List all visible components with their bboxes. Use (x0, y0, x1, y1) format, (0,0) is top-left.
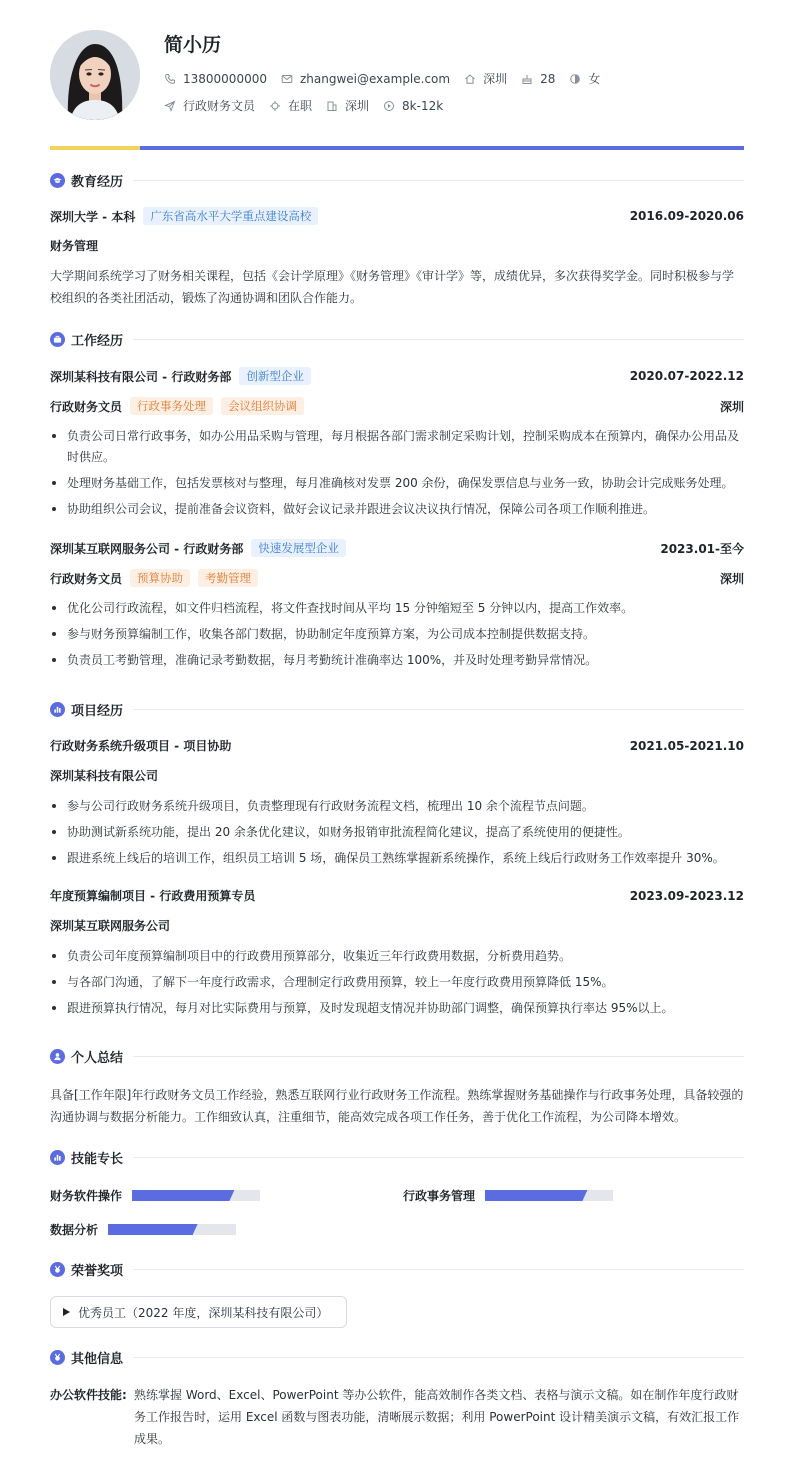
work-company: 深圳某科技有限公司 - 行政财务部 (50, 369, 232, 384)
section-other (50, 1347, 744, 1367)
salary-value: 8k-12k (402, 98, 444, 113)
work-1-role-row (50, 397, 744, 415)
section-rule (133, 339, 744, 340)
work-role: 行政财务文员 (50, 399, 123, 414)
skill-item (50, 1221, 236, 1238)
job-target-info (164, 97, 255, 114)
education-major: 财务管理 (50, 239, 99, 253)
work-skill-tag: 预算协助 (130, 569, 190, 587)
section-title-skills: 技能专长 (71, 1151, 124, 1167)
list-item: 负责员工考勤管理，准确记录考勤数据，每月考勤统计准确率达 100%，并及时处理考勤异常情况。 (50, 650, 744, 671)
skill-bar-track (485, 1190, 613, 1201)
skill-name: 行政事务管理 (403, 1189, 476, 1203)
avatar-portrait (50, 30, 140, 120)
other-info-value: 熟练掌握 Word、Excel、PowerPoint 等办公软件，能高效制作各类文档、表格与演示文稿。如在制作年度行政财务工作报告时，运用 Excel 函数与图表功能，清晰展示数据；利用 PowerPoint 设计精美演示文稿，有效汇报工作成果。 (134, 1388, 740, 1446)
section-title-other: 其他信息 (71, 1351, 124, 1367)
list-item: 负责公司年度预算编制项目中的行政费用预算部分，收集近三年行政费用数据，分析费用趋势。 (50, 946, 744, 967)
work-skill-tag: 会议组织协调 (221, 397, 304, 415)
project-1-bullets (50, 796, 744, 874)
graduation-cap-icon (50, 173, 65, 188)
phone-icon (164, 73, 176, 85)
medal-icon (50, 1350, 65, 1365)
education-period: 2016.09-2020.06 (629, 209, 744, 223)
intention-row (164, 97, 457, 114)
header-divider (50, 146, 744, 150)
work-company-tag: 创新型企业 (239, 367, 311, 385)
skill-bar-fill (108, 1224, 198, 1235)
work-period: 2023.01-至今 (660, 541, 744, 556)
work-company: 深圳某互联网服务公司 - 行政财务部 (50, 541, 244, 556)
section-rule (133, 1357, 744, 1358)
section-title-education: 教育经历 (71, 174, 124, 190)
list-item: 协助组织公司会议，提前准备会议资料，做好会议记录并跟进会议决议执行情况，保障公司各项工作顺利推进。 (50, 499, 744, 520)
section-rule (133, 1269, 744, 1270)
person-icon (50, 1049, 65, 1064)
project-period: 2023.09-2023.12 (629, 888, 744, 903)
list-item: 与各部门沟通，了解下一年度行政需求，合理制定行政费用预算，较上一年度行政费用预算降低 15%。 (50, 972, 744, 993)
project-2-header (50, 887, 744, 904)
work-skill-tag: 行政事务处理 (130, 397, 213, 415)
section-rule (133, 1157, 744, 1158)
gender-info (569, 70, 600, 87)
section-rule (133, 180, 744, 181)
skill-bar-track (132, 1190, 260, 1201)
other-info-label: 办公软件技能: (50, 1388, 127, 1402)
home-icon (464, 73, 476, 85)
education-school: 深圳大学 - 本科 (50, 209, 136, 224)
skill-bar-track (108, 1224, 236, 1235)
work-2-header (50, 539, 744, 557)
avatar (50, 30, 140, 120)
section-awards (50, 1259, 744, 1279)
project-1-company-row (50, 767, 744, 784)
education-header (50, 207, 744, 225)
salary-info (383, 99, 443, 113)
skill-bar-fill (132, 1190, 234, 1201)
resume-header (50, 30, 744, 126)
target-city-value: 深圳 (345, 99, 370, 113)
email-icon (281, 73, 293, 85)
bar-chart-icon (50, 702, 65, 717)
award-text: 优秀员工（2022 年度，深圳某科技有限公司） (78, 1305, 329, 1320)
list-item: 负责公司日常行政事务，如办公用品采购与管理，每月根据各部门需求制定采购计划，控制采购成本在预算内，确保办公用品及时供应。 (50, 426, 744, 468)
skill-item (403, 1187, 613, 1204)
section-title-awards: 荣誉奖项 (71, 1263, 124, 1279)
education-description: 大学期间系统学习了财务相关课程，包括《会计学原理》《财务管理》《审计学》等，成绩优异，多次获得奖学金。同时积极参与学校组织的各类社团活动，锻炼了沟通协调和团队合作能力。 (50, 269, 735, 305)
work-company-tag: 快速发展型企业 (251, 539, 346, 557)
divider-blue-segment (140, 146, 744, 150)
work-1-header (50, 367, 744, 385)
list-item: 处理财务基础工作，包括发票核对与整理，每月准确核对发票 200 余份，确保发票信息与业务一致，协助会计完成账务处理。 (50, 473, 744, 494)
project-company: 深圳某互联网服务公司 (50, 919, 171, 933)
cake-icon (521, 73, 533, 85)
job-target-value: 行政财务文员 (183, 99, 256, 113)
section-projects (50, 699, 744, 719)
phone-value: 13800000000 (183, 71, 267, 86)
work-role: 行政财务文员 (50, 571, 123, 586)
status-value: 在职 (288, 99, 313, 113)
salary-icon (383, 100, 395, 112)
status-info (269, 97, 312, 114)
building-icon (326, 100, 338, 112)
email-info (281, 72, 450, 86)
project-2-bullets (50, 946, 744, 1024)
list-item: 跟进预算执行情况，每月对比实际费用与预算，及时发现超支情况并协助部门调整，确保预算执行率达 95%以上。 (50, 998, 744, 1019)
skill-name: 数据分析 (50, 1223, 99, 1237)
education-major-row (50, 237, 744, 254)
gender-icon (569, 73, 581, 85)
bar-chart-icon (50, 1150, 65, 1165)
list-item: 协助测试新系统功能，提出 20 余条优化建议，如财务报销审批流程简化建议，提高了系统使用的便捷性。 (50, 822, 744, 843)
medal-icon (50, 1262, 65, 1277)
section-education (50, 170, 744, 190)
divider-yellow-segment (50, 146, 140, 150)
skill-name: 财务软件操作 (50, 1189, 123, 1203)
status-icon (269, 100, 281, 112)
section-title-summary: 个人总结 (71, 1050, 124, 1066)
gender-value: 女 (588, 72, 601, 86)
section-title-work: 工作经历 (71, 333, 124, 349)
skill-item (50, 1187, 260, 1204)
age-info (521, 72, 555, 86)
project-2-company-row (50, 917, 744, 934)
section-work (50, 329, 744, 349)
briefcase-icon (50, 332, 65, 347)
section-rule (133, 1056, 744, 1057)
work-skill-tag: 考勤管理 (198, 569, 258, 587)
age-value: 28 (540, 71, 556, 86)
section-rule (133, 709, 744, 710)
section-title-projects: 项目经历 (71, 703, 124, 719)
email-value: zhangwei@example.com (299, 71, 451, 86)
section-summary (50, 1046, 744, 1066)
phone-info (164, 72, 267, 86)
work-period: 2020.07-2022.12 (629, 369, 744, 383)
project-period: 2021.05-2021.10 (629, 738, 744, 753)
summary-text: 具备[工作年限]年行政财务文员工作经验，熟悉互联网行业行政财务工作流程。熟练掌握财务基础操作与行政事务处理，具备较强的沟通协调与数据分析能力。工作细致认真，注重细节，能高效完成各项工作任务，善于优化工作流程，为公司降本增效。 (50, 1088, 744, 1124)
project-name: 行政财务系统升级项目 - 项目协助 (50, 739, 232, 753)
contact-row (164, 70, 614, 87)
work-city: 深圳 (719, 399, 744, 414)
other-info-row (50, 1384, 744, 1450)
work-city: 深圳 (719, 571, 744, 586)
candidate-name: 简小历 (164, 34, 222, 56)
list-item: 优化公司行政流程，如文件归档流程，将文件查找时间从平均 15 分钟缩短至 5 分钟以内，提高工作效率。 (50, 598, 744, 619)
work-1-bullets (50, 426, 744, 525)
list-item: 参与财务预算编制工作，收集各部门数据，协助制定年度预算方案，为公司成本控制提供数据支持。 (50, 624, 744, 645)
work-2-bullets (50, 598, 744, 676)
skill-bar-fill (485, 1190, 587, 1201)
project-1-header (50, 737, 744, 754)
project-company: 深圳某科技有限公司 (50, 769, 159, 783)
target-city-info (326, 97, 369, 114)
location-info (464, 70, 507, 87)
work-2-role-row (50, 569, 744, 587)
list-item: 参与公司行政财务系统升级项目，负责整理现有行政财务流程文档，梳理出 10 余个流程节点问题。 (50, 796, 744, 817)
section-skills (50, 1147, 744, 1167)
caret-right-icon (63, 1308, 70, 1316)
send-icon (164, 100, 176, 112)
education-tag: 广东省高水平大学重点建设高校 (143, 207, 318, 225)
project-name: 年度预算编制项目 - 行政费用预算专员 (50, 889, 256, 903)
award-item[interactable] (50, 1296, 347, 1328)
list-item: 跟进系统上线后的培训工作，组织员工培训 5 场，确保员工熟练掌握新系统操作，系统上线后行政财务工作效率提升 30%。 (50, 848, 744, 869)
location-value: 深圳 (483, 72, 508, 86)
